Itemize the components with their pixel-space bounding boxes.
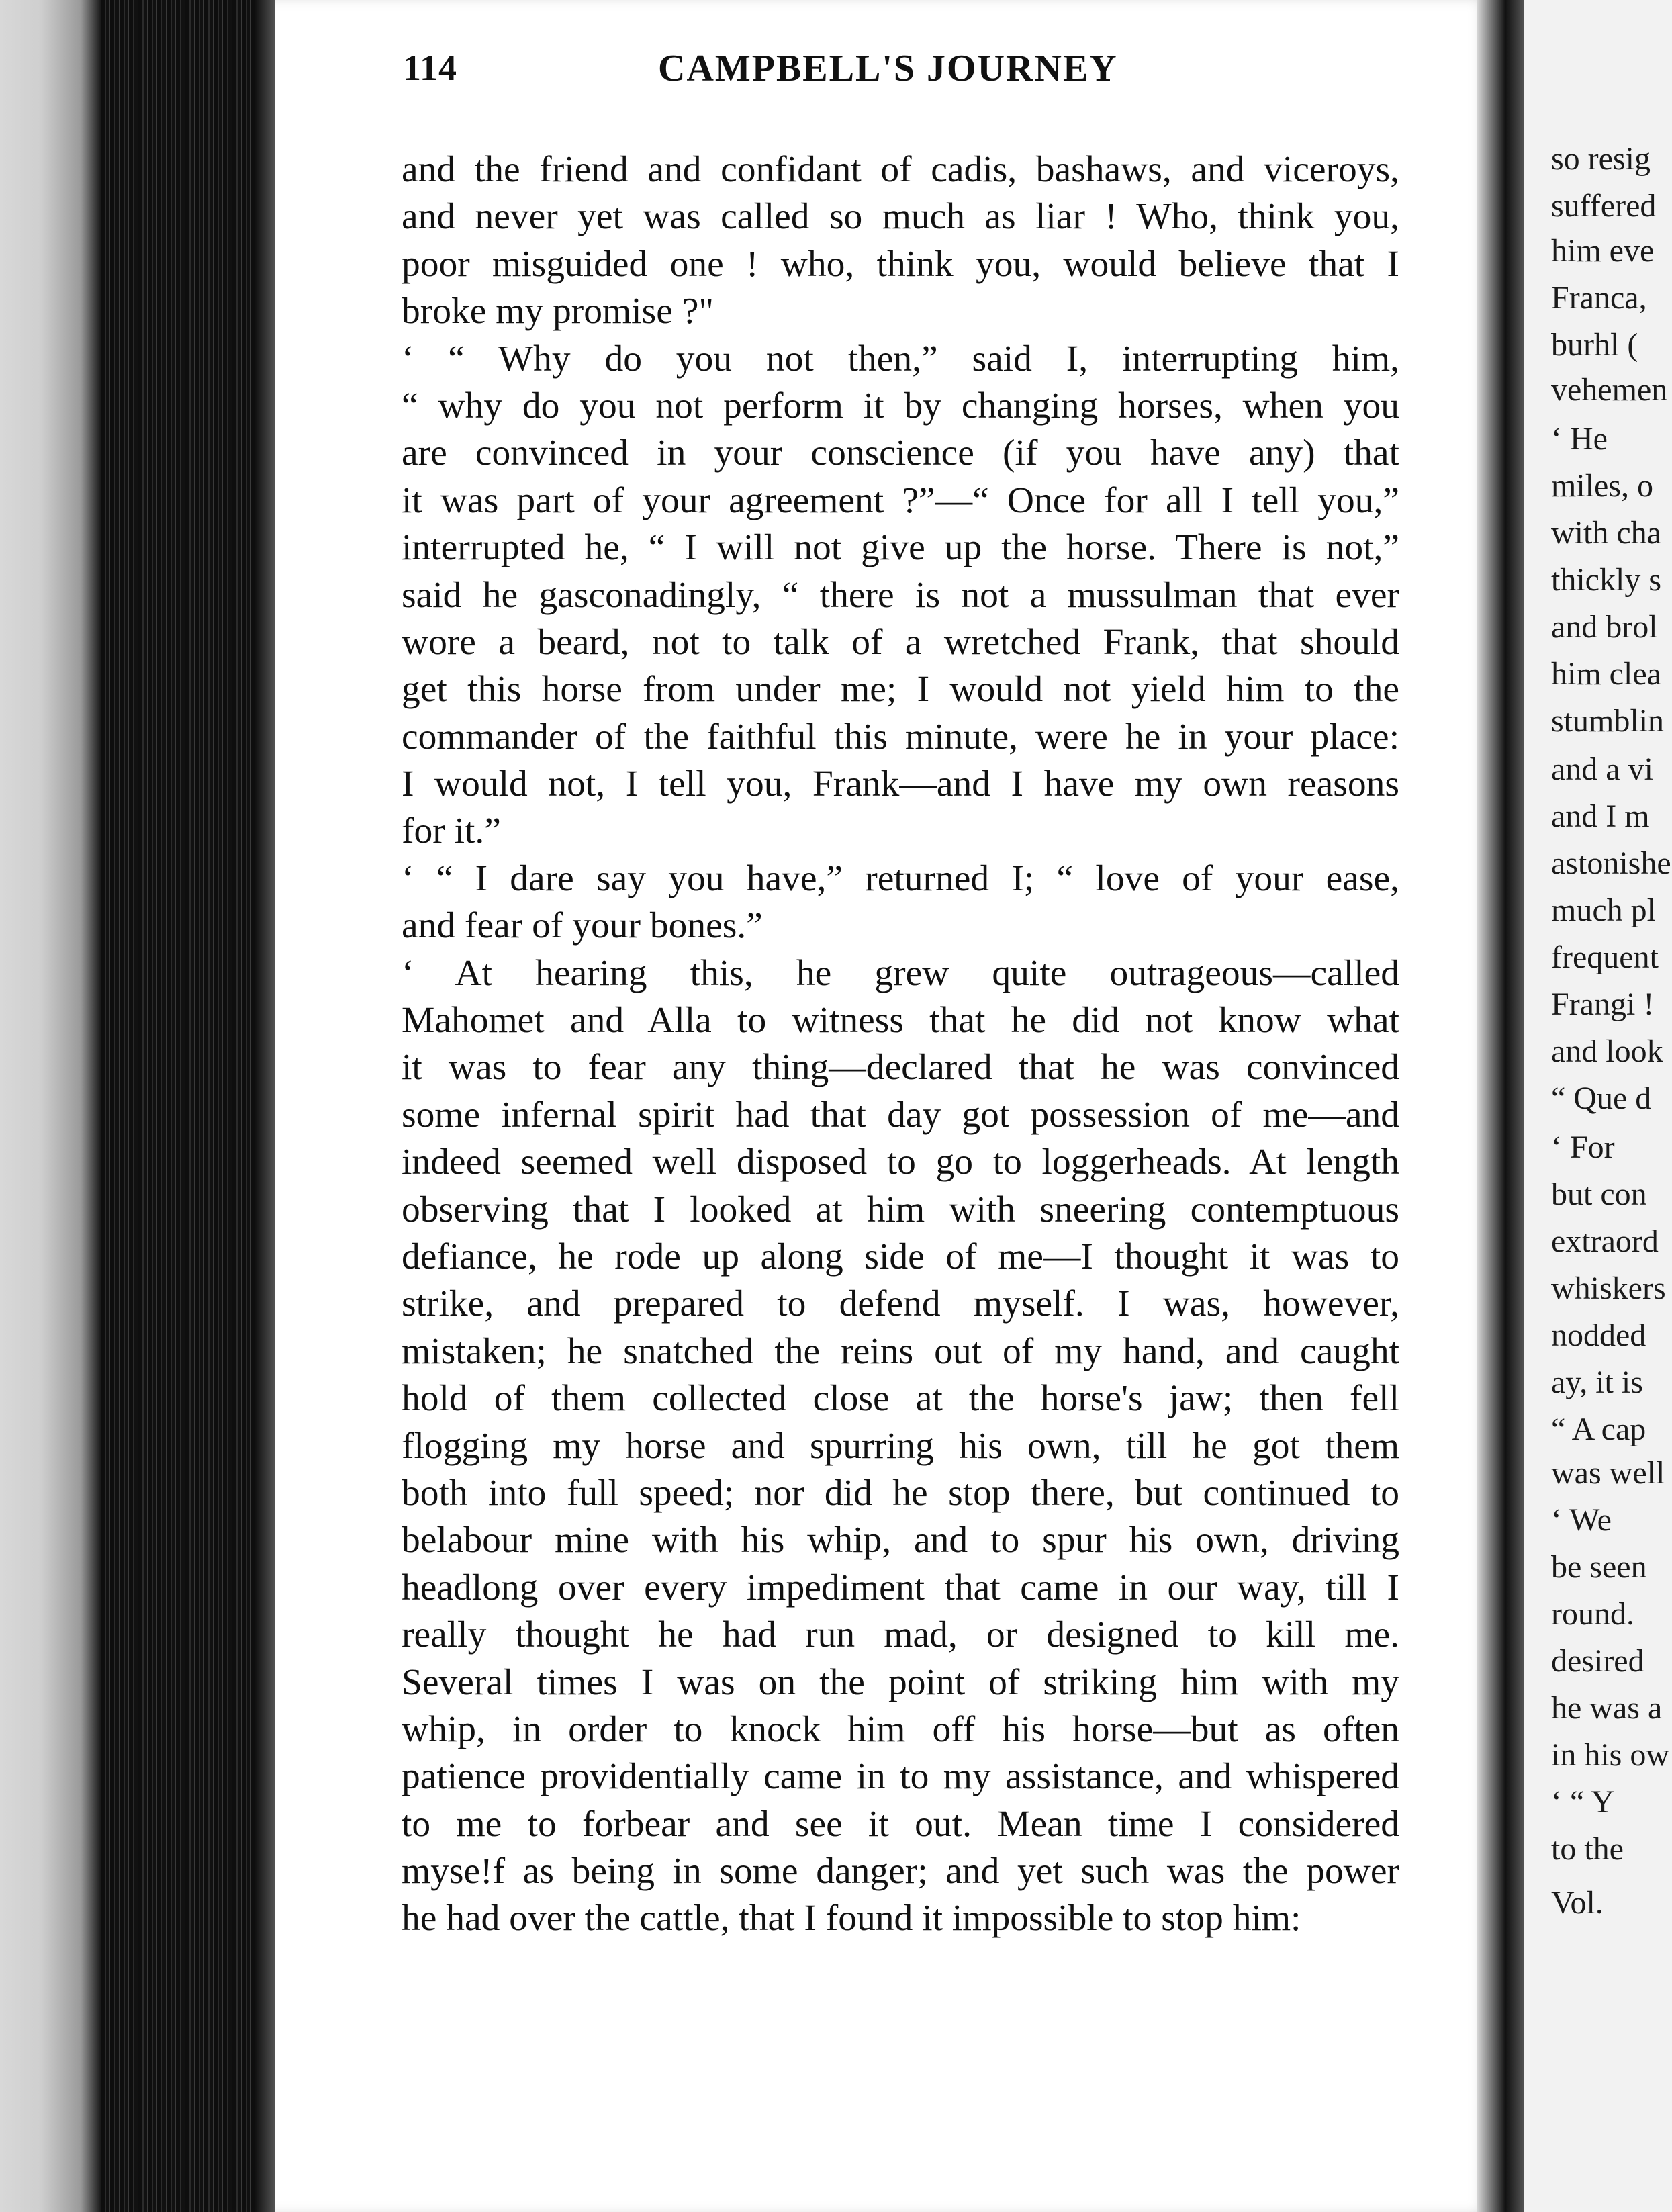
facing-page-line: and a vi [1551,751,1653,787]
text-line: poor misguided one ! who, think you, would believe that I [402,243,1399,285]
facing-page-line: nodded [1551,1318,1646,1353]
book-fore-edge-outer [0,0,101,2212]
facing-page-line: be seen [1551,1549,1647,1585]
text-line: ‘ “ Why do you not then,” said I, interrupting him, [402,338,1399,379]
text-line: it was part of your agreement ?”—“ Once for all I tell you,” [402,479,1399,521]
facing-page-line: extraord [1551,1224,1659,1259]
text-line: some infernal spirit had that day got possession of me—and [402,1094,1399,1136]
facing-page-line: astonishe [1551,845,1671,881]
text-line: commander of the faithful this minute, were he in your place: [402,716,1399,757]
facing-page-line: “ Que d [1551,1080,1652,1116]
text-line: and the friend and confidant of cadis, bashaws, and viceroys, [402,149,1399,190]
facing-page-line: “ A cap [1551,1412,1646,1447]
text-line: to me to forbear and see it out. Mean time I considered [402,1803,1399,1845]
facing-page-line: he was a [1551,1690,1663,1726]
text-line: it was to fear any thing—declared that he was convinced [402,1047,1399,1089]
text-line: “ why do you not perform it by changing horses, when you [402,385,1399,426]
text-line: hold of them collected close at the horse's jaw; then fell [402,1378,1399,1420]
text-line: ‘ “ I dare say you have,” returned I; “ love of your ease, [402,858,1399,899]
text-line: Mahomet and Alla to witness that he did not know what [402,1000,1399,1042]
text-line: get this horse from under me; I would not yield him to the [402,669,1399,710]
text-line: observing that I looked at him with sneering contemptuous [402,1189,1399,1230]
facing-page-line: him clea [1551,656,1661,692]
text-line: Several times I was on the point of striking him with my [402,1661,1399,1703]
text-line: mistaken; he snatched the reins out of my hand, and caught [402,1330,1399,1372]
text-line: indeed seemed well disposed to go to loggerheads. At length [402,1142,1399,1183]
text-line: wore a beard, not to talk of a wretched Frank, that should [402,621,1399,663]
text-line: flogging my horse and spurring his own, till he got them [402,1425,1399,1467]
running-title: CAMPBELL'S JOURNEY [658,48,1118,89]
facing-page-line: much pl [1551,892,1656,928]
text-line: belabour mine with his whip, and to spur his own, driving [402,1520,1399,1561]
text-line: defiance, he rode up along side of me—I thought it was to [402,1236,1399,1277]
text-line: patience providentially came in to my assistance, and whispered [402,1756,1399,1798]
text-line: I would not, I tell you, Frank—and I have my own reasons [402,764,1399,805]
text-line: are convinced in your conscience (if you have any) that [402,432,1399,474]
facing-page-line: ‘ For [1551,1130,1615,1165]
facing-page-line: and look [1551,1033,1663,1069]
facing-page-line: Franca, [1551,280,1647,316]
facing-page-line: ay, it is [1551,1365,1643,1400]
facing-page-line: Vol. [1551,1885,1604,1921]
facing-page-line: round. [1551,1596,1634,1632]
facing-page-line: ‘ He [1551,421,1608,457]
facing-page-line: was well [1551,1455,1665,1491]
facing-page-line: ‘ “ Y [1551,1784,1615,1820]
facing-page-line: and I m [1551,798,1650,834]
text-line: said he gasconadingly, “ there is not a mussulman that ever [402,574,1399,616]
text-line: both into full speed; nor did he stop there, but continued to [402,1472,1399,1514]
text-line: he had over the cattle, that I found it impossible to stop him: [402,1898,1301,1939]
facing-page-line: but con [1551,1177,1647,1212]
text-line: strike, and prepared to defend myself. I was, however, [402,1283,1399,1325]
facing-page-line: stumblin [1551,703,1665,739]
facing-page-line: miles, o [1551,468,1653,504]
facing-page [1524,0,1672,2212]
facing-page-line: to the [1551,1831,1624,1867]
text-line: myse!f as being in some danger; and yet such was the power [402,1851,1399,1892]
facing-page-line: suffered [1551,188,1657,224]
facing-page-line: thickly s [1551,562,1661,598]
text-line: ‘ At hearing this, he grew quite outrageous—called [402,952,1399,994]
facing-page-line: so resig [1551,141,1651,177]
facing-page-line: whiskers [1551,1271,1666,1306]
text-line: really thought he had run mad, or designed to kill me. [402,1614,1399,1656]
facing-page-line: vehemen [1551,372,1668,408]
facing-page-line: with cha [1551,515,1661,551]
facing-page-line: in his ow [1551,1737,1670,1773]
text-line: whip, in order to knock him off his horse—but as often [402,1708,1399,1750]
text-line: headlong over every impediment that came in our way, till I [402,1567,1399,1608]
page-body-text [402,146,1399,1943]
facing-page-line: Frangi ! [1551,986,1655,1022]
facing-page-line: ‘ We [1551,1502,1612,1538]
book-gutter [1477,0,1524,2212]
facing-page-line: and brol [1551,609,1658,645]
facing-page-line: burhl ( [1551,327,1638,363]
facing-page-line: him eve [1551,233,1655,269]
running-head [403,47,1397,101]
text-line: and fear of your bones.” [402,905,763,947]
page-number: 114 [403,48,458,88]
facing-page-line: desired [1551,1643,1644,1679]
facing-page-line: frequent [1551,939,1659,975]
text-line: and never yet was called so much as liar ! Who, think you, [402,196,1399,238]
text-line: broke my promise ?" [402,291,714,332]
book-fore-edge [101,0,275,2212]
text-line: for it.” [402,811,501,852]
text-line: interrupted he, “ I will not give up the horse. There is not,” [402,527,1399,569]
